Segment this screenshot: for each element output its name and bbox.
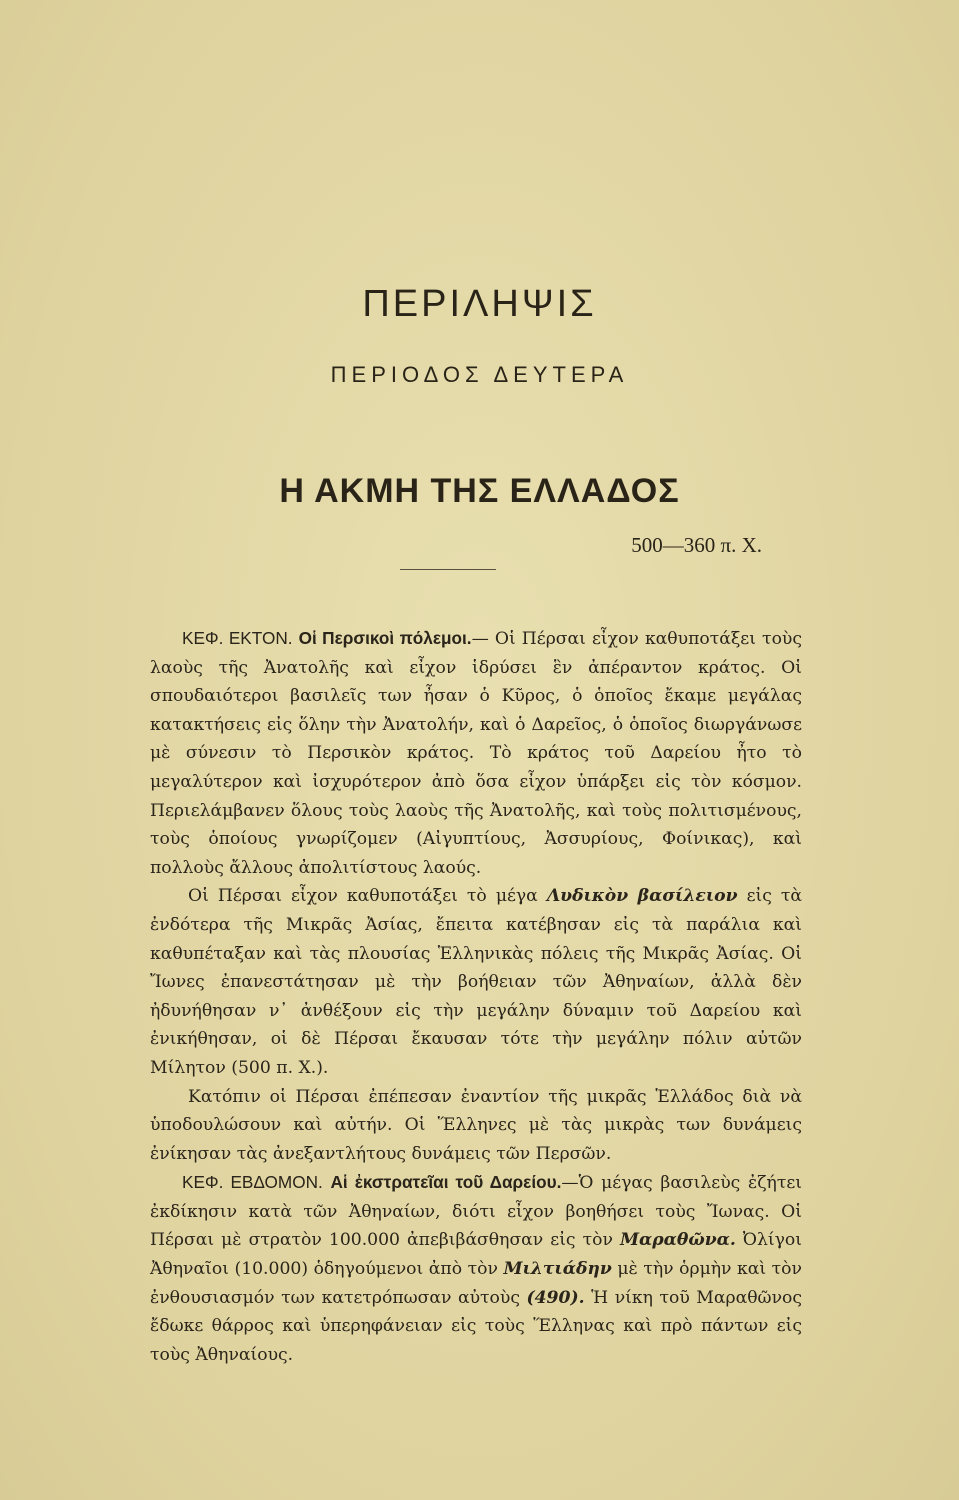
chapter7-text-e: μὲ τὴν ὁρμὴν καὶ τὸν ἐνθουσιασμόν των κατετρόπωσαν αὐτοὺς	[150, 1259, 802, 1308]
chapter6-label: ΚΕΦ. ΕΚΤΟΝ.	[182, 628, 293, 648]
battle-year: (490).	[526, 1287, 585, 1308]
chapter7-label: ΚΕΦ. ΕΒΔΟΜΟΝ.	[182, 1172, 323, 1193]
chapter6-text-2c: εἰς τὰ ἐνδότερα τῆς Μικρᾶς Ἀσίας, ἔπειτα κατέβησαν εἰς τὰ παράλια καὶ καθυπέταξαν καὶ τὰς πλουσίας Ἑλληνικὰς πόλεις τῆς Μικρᾶς Ἀσίας. Οἱ Ἴωνες ἐπανεστάτησαν μὲ τὴν βοήθειαν τῶν Ἀθηναίων, ἀλλὰ δὲν ἠδυνήθησαν ν᾽ ἀνθέξουν εἰς τὴν μεγάλην δύναμιν τοῦ Δαρείου καὶ ἐνικήθησαν, οἱ δὲ Πέρσαι ἔκαυσαν τότε τὴν μεγάλην πόλιν αὐτῶν Μίλητον (500 π. Χ.).	[150, 886, 802, 1078]
miltiades: Μιλτιάδην	[503, 1259, 612, 1280]
body-text	[150, 624, 802, 1369]
lydian-kingdom: Λυδικὸν βασίλειον	[546, 886, 738, 907]
summary-title: ΠΕΡΙΛΗΨΙΣ	[362, 283, 597, 325]
era-dates: 500—360 π. Χ.	[631, 533, 762, 557]
chapter6-text-2a: Οἱ Πέρσαι εἶχον καθυποτάξει τὸ μέγα	[188, 886, 547, 907]
chapter6-paragraph-1	[150, 624, 802, 882]
chapter7-text-c: Ὀλίγοι Ἀθηναῖοι (10.000) ὁδηγούμενοι ἀπὸ τὸν	[150, 1230, 803, 1280]
chapter6-text-1: — Οἱ Πέρσαι εἶχον καθυποτάξει τοὺς λαοὺς τῆς Ἀνατολῆς καὶ εἶχον ἱδρύσει ἓν ἀπέραντον κράτος. Οἱ σπουδαιότεροι βασιλεῖς των ἦσαν ὁ Κῦρος, ὁ ὁποῖος ἔκαμε μεγάλας κατακτήσεις εἰς ὅλην τὴν Ἀνατολήν, καὶ ὁ Δαρεῖος, ὁ ὁποῖος διωργάνωσε μὲ σύνεσιν τὸ Περσικὸν κράτος. Τὸ κράτος τοῦ Δαρείου ἦτο τὸ μεγαλύτερον καὶ ἰσχυρότερον ἀπὸ ὅσα εἶχον ὑπάρξει εἰς τὸν κόσμον. Περιελάμβανεν ὅλους τοὺς λαοὺς τῆς Ἀνατολῆς, καὶ τοὺς πολιτισμένους, τοὺς ὁποίους γνωρίζομεν (Αἰγυπτίους, Ἀσσυρίους, Φοίνικας), καὶ πολλοὺς ἄλλους ἀπολιτίστους λαούς.	[150, 629, 802, 878]
chapter7-paragraph-1	[150, 1168, 802, 1369]
chapter6-heading: Οἱ Περσικοὶ πόλεμοι.	[298, 628, 472, 648]
marathon: Μαραθῶνα.	[619, 1230, 736, 1251]
chapter7-text-g: Ἡ νίκη τοῦ Μαραθῶνος ἔδωκε θάρρος καὶ ὑπερηφάνειαν εἰς τοὺς Ἕλληνας καὶ πρὸ πάντων εἰς τοὺς Ἀθηναίους.	[150, 1287, 802, 1365]
chapter7-text-a: —Ὁ μέγας βασιλεὺς ἐζήτει ἐκδίκησιν κατὰ τῶν Ἀθηναίων, διότι εἶχον βοηθήσει τοὺς Ἴωνας. Οἱ Πέρσαι μὲ στρατὸν 100.000 ἀπεβιβάσθησαν εἰς τὸν	[150, 1173, 803, 1251]
chapter6-paragraph-3	[150, 1083, 802, 1169]
era-title: Η ΑΚΜΗ ΤΗΣ ΕΛΛΑΔΟΣ	[279, 472, 680, 510]
chapter6-text-3: Κατόπιν οἱ Πέρσαι ἐπέπεσαν ἐναντίον τῆς μικρᾶς Ἑλλάδος διὰ νὰ ὑποδουλώσουν καὶ αὐτήν. Οἱ Ἕλληνες μὲ τὰς μικρὰς των δυνάμεις ἐνίκησαν τὰς ἀνεξαντλήτους δυνάμεις τῶν Περσῶν.	[150, 1086, 802, 1164]
chapter6-paragraph-2	[150, 882, 802, 1082]
period-subtitle: ΠΕΡΙΟΔΟΣ ΔΕΥΤΕΡΑ	[330, 362, 629, 387]
chapter7-heading: Αἱ ἐκστρατεῖαι τοῦ Δαρείου.	[330, 1172, 562, 1193]
divider-rule	[400, 569, 496, 570]
